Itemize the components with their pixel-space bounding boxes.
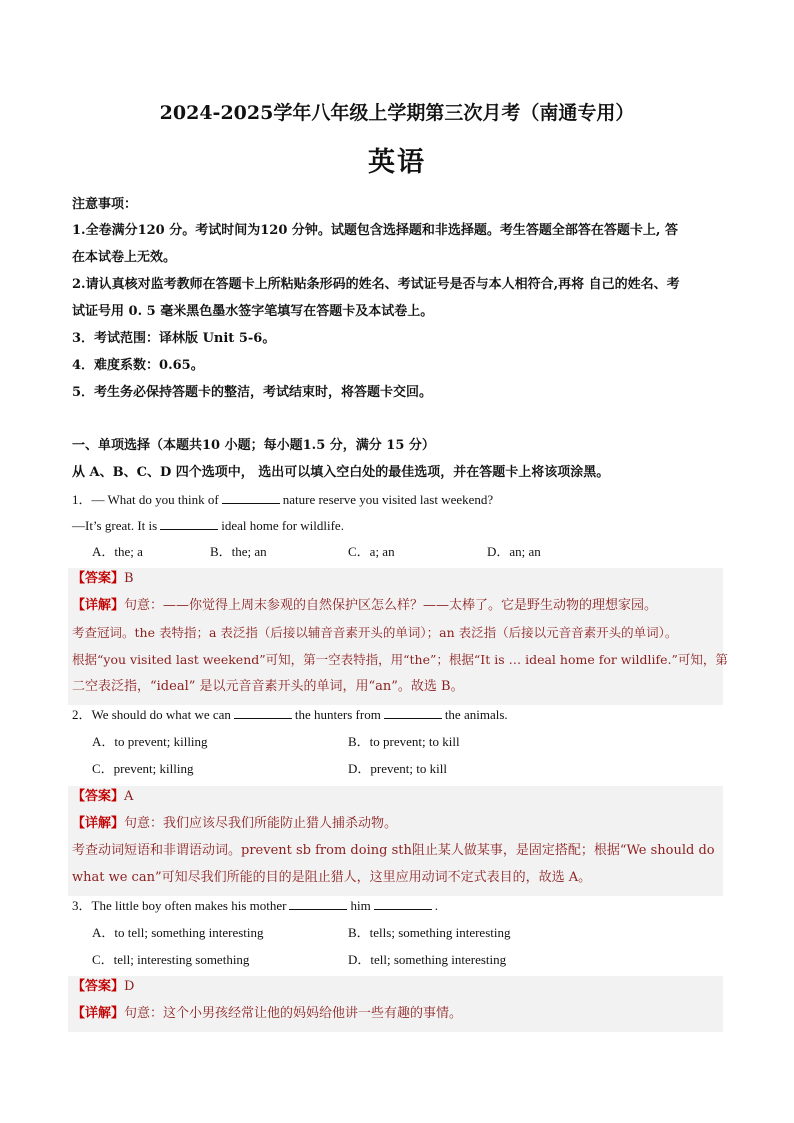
- option-b: B．the; an: [210, 544, 267, 559]
- stem-text: 2．We should do what we can: [72, 707, 231, 722]
- answer-tag: 【答案】: [72, 571, 125, 586]
- stem-text: nature reserve you visited last weekend?: [282, 492, 494, 507]
- note-line: 在本试卷上无效。: [72, 250, 177, 265]
- answer-panel-3: [68, 976, 723, 1032]
- detail-line: 考查冠词。the 表特指；a 表泛指（后接以辅音音素开头的单词）；an 表泛指（后接以元音音素开头的单词）。: [72, 625, 678, 640]
- answer-line: [72, 570, 134, 588]
- detail-line: what we can”可知尽我们所能的目的是阻止猎人，这里应用动词不定式表目的，故选 A。: [72, 870, 592, 885]
- stem-text: the animals.: [444, 707, 508, 722]
- answer-blank: [160, 517, 218, 530]
- note-line: 3．考试范围：译林版 Unit 5-6。: [72, 331, 276, 346]
- answer-line: [72, 788, 133, 806]
- option-a: A．to prevent; killing: [92, 734, 208, 749]
- note-line: 1.全卷满分120 分。考试时间为120 分钟。试题包含选择题和非选择题。考生答题全部答在答题卡上, 答: [72, 223, 678, 238]
- stem-text: 1．— What do you think of: [72, 492, 219, 507]
- question-3-stem: [72, 897, 438, 915]
- answer-value: A: [124, 789, 134, 804]
- answer-blank: [222, 491, 280, 504]
- notes-heading: 注意事项：: [72, 197, 138, 212]
- option-b: B．to prevent; to kill: [348, 734, 460, 749]
- answer-blank: [374, 897, 432, 910]
- detail-text: 句意：这个小男孩经常让他的妈妈给他讲一些有趣的事情。: [124, 1006, 463, 1021]
- answer-blank: [234, 706, 292, 719]
- note-line: 5．考生务必保持答题卡的整洁，考试结束时，将答题卡交回。: [72, 385, 433, 400]
- detail-line: [72, 597, 657, 615]
- detail-text: 句意：——你觉得上周末参观的自然保护区怎么样？——太棒了。它是野生动物的理想家园。: [124, 598, 658, 613]
- note-line: 试证号用 0. 5 毫米黑色墨水签字笔填写在答题卡及本试卷上。: [72, 304, 434, 319]
- stem-text: .: [434, 898, 438, 913]
- note-line: 4．难度系数：0.65。: [72, 358, 204, 373]
- option-a: A．to tell; something interesting: [92, 925, 264, 940]
- detail-tag: 【详解】: [72, 1006, 125, 1021]
- option-b: B．tells; something interesting: [348, 925, 511, 940]
- answer-value: B: [124, 571, 134, 586]
- detail-text: 句意：我们应该尽我们所能防止猎人捕杀动物。: [124, 816, 398, 831]
- detail-tag: 【详解】: [72, 598, 125, 613]
- answer-value: D: [124, 979, 135, 994]
- detail-line: 根据“you visited last weekend”可知，第一空表特指，用“the”；根据“It is … ideal home for wildlife.”可知，第: [72, 652, 728, 667]
- option-c: C．tell; interesting something: [92, 952, 250, 967]
- stem-text: —It’s great. It is: [72, 518, 158, 533]
- answer-blank: [289, 897, 347, 910]
- option-d: D．an; an: [487, 544, 541, 559]
- option-c: C．prevent; killing: [92, 761, 194, 776]
- option-a: A．the; a: [92, 544, 143, 559]
- answer-tag: 【答案】: [72, 789, 125, 804]
- exam-title: 2024-2025学年八年级上学期第三次月考（南通专用）: [159, 102, 635, 124]
- answer-blank: [384, 706, 442, 719]
- option-d: D．prevent; to kill: [348, 761, 447, 776]
- question-2-stem: [72, 706, 508, 724]
- option-d: D．tell; something interesting: [348, 952, 507, 967]
- detail-tag: 【详解】: [72, 816, 125, 831]
- stem-text: 3．The little boy often makes his mother: [72, 898, 287, 913]
- detail-line: 考查动词短语和非谓语动词。prevent sb from doing sth阻止某人做某事，是固定搭配；根据“We should do: [72, 843, 715, 858]
- detail-line: [72, 1005, 462, 1023]
- option-c: C．a; an: [348, 544, 395, 559]
- note-line: 2.请认真核对监考教师在答题卡上所粘贴条形码的姓名、考试证号是否与本人相符合,再将 自己的姓名、考: [72, 277, 680, 292]
- question-1-stem-2: [72, 517, 344, 535]
- answer-line: [72, 978, 134, 996]
- subject-title: 英语: [368, 147, 426, 178]
- stem-text: ideal home for wildlife.: [221, 518, 344, 533]
- stem-text: him: [350, 898, 371, 913]
- section-instruction: 从 A、B、C、D 四个选项中， 选出可以填入空白处的最佳选项，并在答题卡上将该项涂黑。: [72, 465, 610, 480]
- detail-line: [72, 815, 397, 833]
- answer-tag: 【答案】: [72, 979, 125, 994]
- question-1-stem: [72, 491, 493, 509]
- detail-line: 二空表泛指，“ideal” 是以元音音素开头的单词，用“an”。故选 B。: [72, 679, 464, 694]
- stem-text: the hunters from: [294, 707, 381, 722]
- section-heading: 一、单项选择（本题共10 小题；每小题1.5 分，满分 15 分）: [72, 438, 435, 453]
